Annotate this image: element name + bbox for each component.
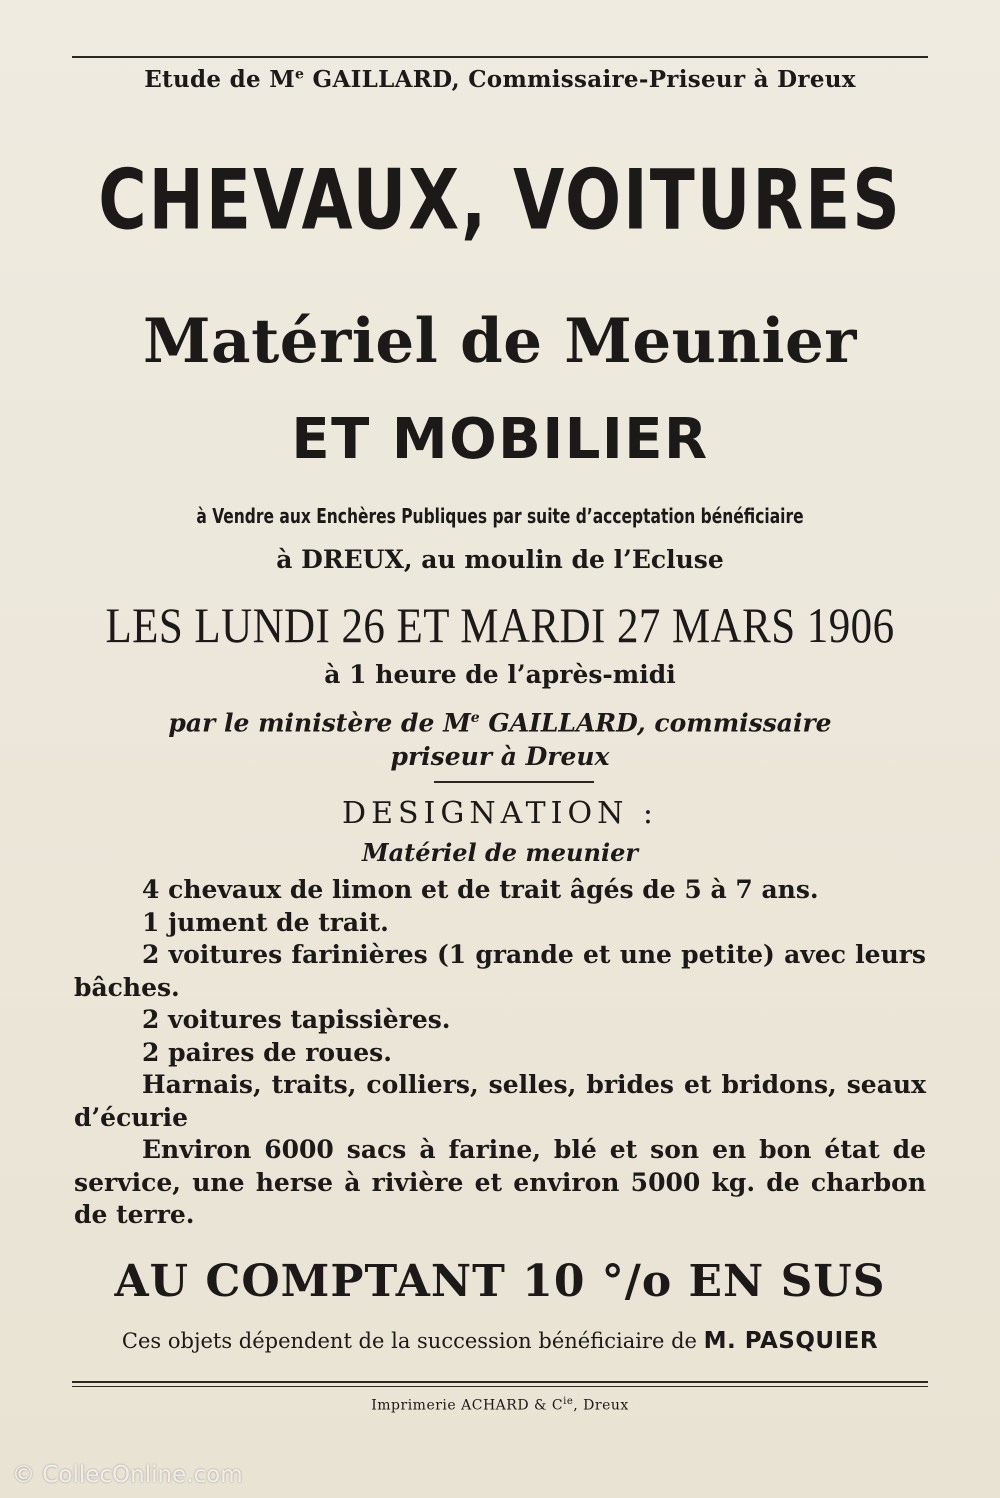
bottom-rule-thin — [72, 1386, 928, 1387]
auctioneer-header — [0, 66, 1000, 93]
sale-location: à DREUX, au moulin de l’Ecluse — [276, 545, 724, 574]
ministry-line — [0, 701, 1000, 774]
middle-divider — [434, 781, 594, 783]
section-heading: Matériel de meunier — [362, 838, 638, 867]
list-item: 2 paires de roues. — [142, 1037, 392, 1067]
ministry-sup: e — [470, 710, 480, 726]
subtitle: Matériel de Meunier — [143, 306, 857, 377]
list-item: 1 jument de trait. — [142, 907, 389, 937]
bottom-rule — [72, 1381, 928, 1383]
page-title: CHEVAUX, VOITURES — [98, 152, 902, 249]
header-sup: e — [294, 66, 305, 83]
item-list — [74, 874, 926, 1232]
ministry-line-2: priseur à Dreux — [390, 742, 610, 772]
succession-text: Ces objets dépendent de la succession bénéficiaire de — [121, 1329, 704, 1353]
designation-heading: DESIGNATION : — [342, 796, 658, 831]
list-item: 2 voitures tapissières. — [142, 1005, 451, 1034]
sale-description: à Vendre aux Enchères Publiques par suite d’acceptation bénéficiaire — [196, 504, 804, 528]
watermark: © CollecOnline.com — [12, 1462, 243, 1488]
list-item: Environ 6000 sacs à farine, blé et son en bon état de service, une herse à rivière et environ 5000 kg. de charbon de terre. — [74, 1135, 926, 1229]
list-item: Harnais, traits, colliers, selles, brides et bridons, seaux d’écurie — [74, 1070, 926, 1132]
ministry-line-1 — [0, 701, 1000, 740]
list-item: 2 voitures farinières (1 grande et une petite) avec leurs bâches. — [74, 940, 926, 1002]
sale-hour: à 1 heure de l’après-midi — [324, 660, 676, 689]
mobilier-heading: ET MOBILIER — [291, 407, 709, 472]
succession-name: M. PASQUIER — [703, 1328, 879, 1354]
succession-note — [0, 1328, 1000, 1354]
printer-rest: , Dreux — [573, 1397, 629, 1414]
header-rest: GAILLARD, Commissaire-Priseur à Dreux — [304, 66, 856, 93]
ministry-prefix: par le ministère de M — [168, 708, 471, 738]
list-item: 4 chevaux de limon et de trait âgés de 5 à 7 ans. — [142, 875, 819, 904]
sale-dates: LES LUNDI 26 ET MARDI 27 MARS 1906 — [105, 597, 895, 653]
printer-sup: ie — [563, 1396, 574, 1407]
header-prefix: Etude de M — [144, 66, 295, 93]
top-rule — [72, 56, 928, 58]
ministry-rest: GAILLARD, commissaire — [479, 708, 832, 738]
printer-credit — [0, 1396, 1000, 1414]
payment-terms: AU COMPTANT 10 °/o EN SUS — [114, 1256, 886, 1307]
printer-prefix: Imprimerie ACHARD & C — [371, 1397, 564, 1414]
